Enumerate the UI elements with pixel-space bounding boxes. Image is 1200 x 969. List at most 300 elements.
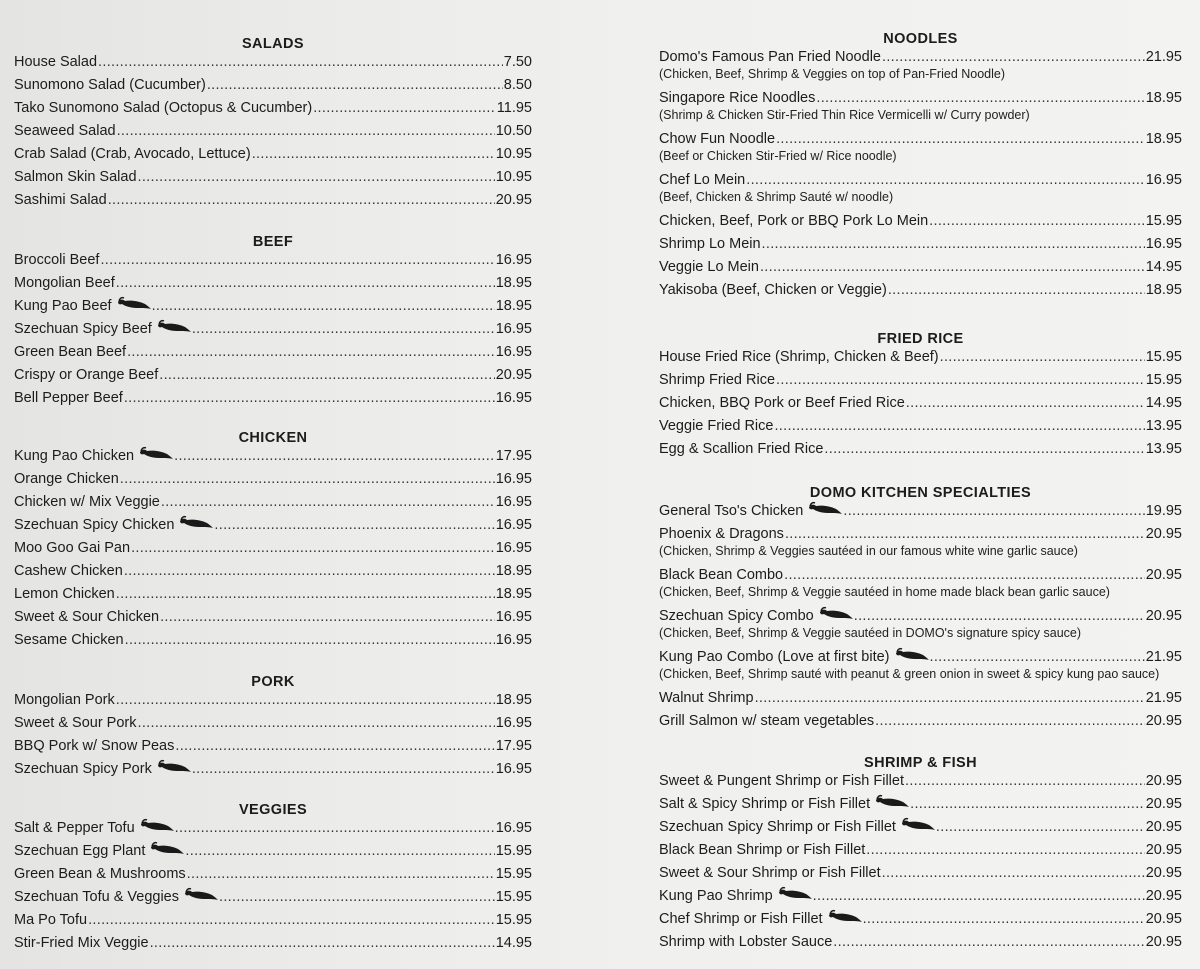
menu-item bbox=[659, 649, 1182, 682]
menu-item-row bbox=[14, 912, 532, 928]
item-price: 19.95 bbox=[1145, 503, 1182, 519]
item-name: Szechuan Spicy Combo bbox=[659, 608, 814, 624]
menu-item bbox=[14, 517, 532, 533]
item-price: 18.95 bbox=[495, 692, 532, 708]
menu-item bbox=[14, 169, 532, 185]
menu-item-row bbox=[14, 146, 532, 162]
dot-leader bbox=[219, 889, 495, 905]
menu-item-row bbox=[14, 609, 532, 625]
dot-leader bbox=[187, 866, 495, 882]
item-price: 20.95 bbox=[1145, 934, 1182, 950]
section-title: PORK bbox=[251, 674, 295, 690]
item-price: 20.95 bbox=[1145, 608, 1182, 624]
menu-item-row bbox=[659, 608, 1182, 624]
chili-pepper-icon bbox=[808, 501, 842, 519]
item-price: 13.95 bbox=[1145, 441, 1182, 457]
chili-pepper-icon bbox=[157, 319, 191, 337]
dot-leader bbox=[784, 567, 1145, 583]
item-name: Salt & Pepper Tofu bbox=[14, 820, 135, 836]
item-price: 20.95 bbox=[495, 367, 532, 383]
menu-item bbox=[14, 298, 532, 314]
menu-item-row bbox=[14, 100, 532, 116]
menu-item-row bbox=[14, 935, 532, 951]
menu-item-row bbox=[14, 586, 532, 602]
menu-item-row bbox=[659, 503, 1182, 519]
chili-pepper-icon bbox=[150, 841, 184, 859]
item-name: Szechuan Spicy Pork bbox=[14, 761, 152, 777]
dot-leader bbox=[116, 692, 495, 708]
dot-leader bbox=[888, 282, 1145, 298]
menu-section-domo-kitchen-specialties bbox=[659, 483, 1182, 729]
item-price: 20.95 bbox=[495, 192, 532, 208]
menu-item bbox=[659, 172, 1182, 205]
item-description: (Chicken, Beef, Shrimp sauté with peanut & green onion in sweet & spicy kung pao sauce) bbox=[659, 667, 1160, 681]
dot-leader bbox=[813, 888, 1145, 904]
menu-item-row bbox=[659, 441, 1182, 457]
menu-item-row bbox=[14, 169, 532, 185]
item-price: 16.95 bbox=[495, 632, 532, 648]
item-name: Chicken w/ Mix Veggie bbox=[14, 494, 160, 510]
item-name: Szechuan Spicy Shrimp or Fish Fillet bbox=[659, 819, 896, 835]
dot-leader bbox=[152, 298, 495, 314]
item-price: 16.95 bbox=[495, 540, 532, 556]
dot-leader bbox=[776, 372, 1145, 388]
item-name: Grill Salmon w/ steam vegetables bbox=[659, 713, 875, 729]
menu-item-row bbox=[14, 390, 532, 406]
dot-leader bbox=[214, 517, 494, 533]
item-name: Sesame Chicken bbox=[14, 632, 124, 648]
item-name: Chow Fun Noodle bbox=[659, 131, 776, 147]
dot-leader bbox=[854, 608, 1145, 624]
item-price: 17.95 bbox=[495, 738, 532, 754]
chili-pepper-icon bbox=[139, 446, 173, 464]
menu-item bbox=[659, 567, 1182, 600]
item-price: 20.95 bbox=[1145, 865, 1182, 881]
menu-item-row bbox=[659, 911, 1182, 927]
item-price: 10.95 bbox=[495, 169, 532, 185]
item-name: Szechuan Spicy Beef bbox=[14, 321, 152, 337]
dot-leader bbox=[185, 843, 494, 859]
menu-item bbox=[14, 146, 532, 162]
menu-item-row bbox=[659, 796, 1182, 812]
menu-item-row bbox=[14, 252, 532, 268]
menu-item-row bbox=[659, 349, 1182, 365]
item-description: (Beef, Chicken & Shrimp Sauté w/ noodle) bbox=[659, 190, 894, 204]
item-name: Shrimp Lo Mein bbox=[659, 236, 761, 252]
item-price: 21.95 bbox=[1145, 649, 1182, 665]
dot-leader bbox=[313, 100, 496, 116]
item-name: Shrimp with Lobster Sauce bbox=[659, 934, 833, 950]
item-name: Black Bean Shrimp or Fish Fillet bbox=[659, 842, 866, 858]
menu-item bbox=[14, 935, 532, 951]
menu-item-row bbox=[659, 649, 1182, 665]
item-price: 16.95 bbox=[495, 715, 532, 731]
item-price: 20.95 bbox=[1145, 911, 1182, 927]
dot-leader bbox=[746, 172, 1144, 188]
item-price: 8.50 bbox=[503, 77, 532, 93]
item-name: Veggie Fried Rice bbox=[659, 418, 774, 434]
menu-section-pork bbox=[14, 672, 532, 777]
item-price: 18.95 bbox=[495, 298, 532, 314]
dot-leader bbox=[882, 865, 1145, 881]
menu-item-row bbox=[659, 773, 1182, 789]
item-name: Crispy or Orange Beef bbox=[14, 367, 159, 383]
menu-item bbox=[659, 259, 1182, 275]
item-name: Yakisoba (Beef, Chicken or Veggie) bbox=[659, 282, 887, 298]
menu-item bbox=[659, 282, 1182, 298]
item-name: Sweet & Sour Chicken bbox=[14, 609, 160, 625]
item-price: 15.95 bbox=[1145, 349, 1182, 365]
item-name: Chef Lo Mein bbox=[659, 172, 746, 188]
menu-item bbox=[14, 390, 532, 406]
menu-item-row bbox=[14, 298, 532, 314]
item-price: 20.95 bbox=[1145, 773, 1182, 789]
item-price: 20.95 bbox=[1145, 888, 1182, 904]
dot-leader bbox=[207, 77, 503, 93]
menu-item bbox=[14, 54, 532, 70]
dot-leader bbox=[98, 54, 503, 70]
section-title: BEEF bbox=[252, 234, 294, 250]
dot-leader bbox=[175, 820, 495, 836]
dot-leader bbox=[905, 773, 1145, 789]
dot-leader bbox=[762, 236, 1145, 252]
item-name: Salt & Spicy Shrimp or Fish Fillet bbox=[659, 796, 871, 812]
dot-leader bbox=[125, 632, 495, 648]
menu-item bbox=[659, 888, 1182, 904]
item-price: 14.95 bbox=[495, 935, 532, 951]
item-description: (Shrimp & Chicken Stir-Fried Thin Rice Vermicelli w/ Curry powder) bbox=[659, 108, 1030, 122]
menu-item-row bbox=[659, 842, 1182, 858]
item-description: (Beef or Chicken Stir-Fried w/ Rice noodle) bbox=[659, 149, 897, 163]
menu-item-row bbox=[14, 738, 532, 754]
item-name: BBQ Pork w/ Snow Peas bbox=[14, 738, 175, 754]
item-price: 16.95 bbox=[495, 471, 532, 487]
item-price: 16.95 bbox=[495, 390, 532, 406]
dot-leader bbox=[100, 252, 494, 268]
menu-item bbox=[659, 819, 1182, 835]
item-price: 16.95 bbox=[495, 517, 532, 533]
menu-item bbox=[659, 395, 1182, 411]
item-name: Broccoli Beef bbox=[14, 252, 100, 268]
menu-item-row bbox=[14, 494, 532, 510]
dot-leader bbox=[88, 912, 495, 928]
item-price: 14.95 bbox=[1145, 395, 1182, 411]
item-name: Sweet & Sour Pork bbox=[14, 715, 137, 731]
dot-leader bbox=[843, 503, 1144, 519]
item-price: 20.95 bbox=[1145, 819, 1182, 835]
menu-item bbox=[14, 738, 532, 754]
menu-item-row bbox=[659, 236, 1182, 252]
dot-leader bbox=[785, 526, 1145, 542]
section-title: SHRIMP & FISH bbox=[864, 755, 977, 771]
dot-leader bbox=[776, 131, 1145, 147]
item-name: Tako Sunomono Salad (Octopus & Cucumber) bbox=[14, 100, 313, 116]
dot-leader bbox=[882, 49, 1145, 65]
item-price: 10.50 bbox=[495, 123, 532, 139]
menu-item-row bbox=[659, 395, 1182, 411]
dot-leader bbox=[863, 911, 1145, 927]
item-name: Ma Po Tofu bbox=[14, 912, 88, 928]
dot-leader bbox=[108, 192, 495, 208]
menu-item bbox=[659, 713, 1182, 729]
menu-item bbox=[14, 471, 532, 487]
menu-item bbox=[659, 773, 1182, 789]
menu-item-row bbox=[14, 321, 532, 337]
item-description: (Chicken, Beef, Shrimp & Veggies on top of Pan-Fried Noodle) bbox=[659, 67, 1006, 81]
item-name: Walnut Shrimp bbox=[659, 690, 754, 706]
menu-item bbox=[659, 441, 1182, 457]
menu-item bbox=[659, 90, 1182, 123]
chili-pepper-icon bbox=[179, 515, 213, 533]
menu-item-row bbox=[14, 540, 532, 556]
menu-item bbox=[14, 77, 532, 93]
menu-item bbox=[659, 213, 1182, 229]
menu-item-row bbox=[659, 934, 1182, 950]
menu-item bbox=[14, 843, 532, 859]
dot-leader bbox=[117, 123, 495, 139]
item-name: General Tso's Chicken bbox=[659, 503, 804, 519]
menu-item bbox=[14, 866, 532, 882]
menu-item-row bbox=[14, 692, 532, 708]
menu-item-row bbox=[659, 819, 1182, 835]
menu-item bbox=[14, 100, 532, 116]
dot-leader bbox=[816, 90, 1144, 106]
menu-item bbox=[14, 632, 532, 648]
menu-item-row bbox=[659, 259, 1182, 275]
item-name: Green Bean Beef bbox=[14, 344, 127, 360]
dot-leader bbox=[824, 441, 1144, 457]
item-name: Kung Pao Shrimp bbox=[659, 888, 773, 904]
item-price: 15.95 bbox=[495, 912, 532, 928]
menu-item bbox=[14, 275, 532, 291]
menu-section-chicken bbox=[14, 428, 532, 648]
item-price: 16.95 bbox=[1145, 236, 1182, 252]
menu-item-row bbox=[659, 865, 1182, 881]
item-description: (Chicken, Shrimp & Veggies sautéed in our famous white wine garlic sauce) bbox=[659, 544, 1078, 558]
menu-item-row bbox=[659, 213, 1182, 229]
item-name: Chicken, Beef, Pork or BBQ Pork Lo Mein bbox=[659, 213, 929, 229]
chili-pepper-icon bbox=[828, 909, 862, 927]
chili-pepper-icon bbox=[117, 296, 151, 314]
menu-item bbox=[659, 131, 1182, 164]
item-price: 13.95 bbox=[1145, 418, 1182, 434]
item-price: 20.95 bbox=[1145, 842, 1182, 858]
menu-item-row bbox=[659, 418, 1182, 434]
item-name: Moo Goo Gai Pan bbox=[14, 540, 131, 556]
item-price: 11.95 bbox=[496, 100, 532, 116]
section-title: NOODLES bbox=[883, 31, 958, 47]
menu-item-row bbox=[14, 77, 532, 93]
menu-item-row bbox=[14, 471, 532, 487]
item-name: Cashew Chicken bbox=[14, 563, 123, 579]
item-name: Kung Pao Beef bbox=[14, 298, 112, 314]
menu-item-row bbox=[14, 275, 532, 291]
section-title: SALADS bbox=[241, 36, 304, 52]
item-name: Sunomono Salad (Cucumber) bbox=[14, 77, 206, 93]
menu-item bbox=[14, 609, 532, 625]
item-price: 16.95 bbox=[495, 344, 532, 360]
item-price: 16.95 bbox=[495, 820, 532, 836]
dot-leader bbox=[120, 471, 495, 487]
chili-pepper-icon bbox=[778, 886, 812, 904]
item-name: Kung Pao Combo (Love at first bite) bbox=[659, 649, 890, 665]
item-name: Crab Salad (Crab, Avocado, Lettuce) bbox=[14, 146, 251, 162]
menu-item bbox=[14, 889, 532, 905]
menu-item bbox=[14, 123, 532, 139]
menu-item-row bbox=[14, 843, 532, 859]
item-price: 18.95 bbox=[495, 275, 532, 291]
dot-leader bbox=[929, 213, 1145, 229]
menu-item-row bbox=[659, 888, 1182, 904]
menu-item bbox=[14, 563, 532, 579]
menu-item bbox=[659, 526, 1182, 559]
item-name: Szechuan Tofu & Veggies bbox=[14, 889, 179, 905]
item-price: 7.50 bbox=[503, 54, 532, 70]
item-price: 14.95 bbox=[1145, 259, 1182, 275]
menu-item-row bbox=[14, 563, 532, 579]
item-name: Egg & Scallion Fried Rice bbox=[659, 441, 824, 457]
dot-leader bbox=[252, 146, 495, 162]
item-price: 20.95 bbox=[1145, 526, 1182, 542]
menu-item bbox=[14, 252, 532, 268]
dot-leader bbox=[138, 715, 495, 731]
item-name: House Fried Rice (Shrimp, Chicken & Beef) bbox=[659, 349, 939, 365]
section-title: CHICKEN bbox=[238, 430, 308, 446]
menu-section-beef bbox=[14, 232, 532, 406]
menu-item bbox=[14, 912, 532, 928]
menu-item bbox=[14, 692, 532, 708]
chili-pepper-icon bbox=[895, 647, 929, 665]
menu-item-row bbox=[14, 517, 532, 533]
menu-item bbox=[659, 690, 1182, 706]
item-price: 15.95 bbox=[1145, 372, 1182, 388]
dot-leader bbox=[906, 395, 1145, 411]
item-name: Kung Pao Chicken bbox=[14, 448, 135, 464]
item-price: 16.95 bbox=[1145, 172, 1182, 188]
item-price: 20.95 bbox=[1145, 713, 1182, 729]
dot-leader bbox=[124, 390, 495, 406]
item-name: Singapore Rice Noodles bbox=[659, 90, 816, 106]
dot-leader bbox=[192, 321, 495, 337]
item-name: Shrimp Fried Rice bbox=[659, 372, 776, 388]
item-price: 17.95 bbox=[495, 448, 532, 464]
dot-leader bbox=[755, 690, 1145, 706]
menu-item bbox=[659, 842, 1182, 858]
menu-item-row bbox=[14, 889, 532, 905]
menu-item-row bbox=[659, 690, 1182, 706]
menu-item-row bbox=[14, 192, 532, 208]
dot-leader bbox=[760, 259, 1145, 275]
item-name: Lemon Chicken bbox=[14, 586, 115, 602]
dot-leader bbox=[175, 738, 494, 754]
dot-leader bbox=[161, 494, 495, 510]
item-price: 21.95 bbox=[1145, 690, 1182, 706]
menu-section-salads bbox=[14, 34, 532, 208]
item-price: 18.95 bbox=[495, 563, 532, 579]
item-description: (Chicken, Beef, Shrimp & Veggie sautéed in DOMO's signature spicy sauce) bbox=[659, 626, 1082, 640]
menu-item-row bbox=[14, 866, 532, 882]
menu-item bbox=[659, 372, 1182, 388]
dot-leader bbox=[116, 275, 495, 291]
menu-item bbox=[14, 321, 532, 337]
item-price: 15.95 bbox=[495, 843, 532, 859]
menu-item bbox=[659, 796, 1182, 812]
dot-leader bbox=[124, 563, 495, 579]
item-name: Veggie Lo Mein bbox=[659, 259, 759, 275]
menu-item-row bbox=[14, 761, 532, 777]
dot-leader bbox=[936, 819, 1145, 835]
menu-item-row bbox=[659, 131, 1182, 147]
menu-item-row bbox=[14, 820, 532, 836]
menu-item bbox=[14, 715, 532, 731]
dot-leader bbox=[150, 935, 495, 951]
menu-item-row bbox=[14, 344, 532, 360]
item-name: Bell Pepper Beef bbox=[14, 390, 123, 406]
chili-pepper-icon bbox=[819, 606, 853, 624]
menu-item bbox=[14, 192, 532, 208]
dot-leader bbox=[159, 367, 494, 383]
chili-pepper-icon bbox=[901, 817, 935, 835]
dot-leader bbox=[192, 761, 495, 777]
menu-item-row bbox=[14, 715, 532, 731]
dot-leader bbox=[875, 713, 1145, 729]
menu-item bbox=[14, 761, 532, 777]
menu-item-row bbox=[659, 713, 1182, 729]
item-price: 15.95 bbox=[495, 866, 532, 882]
item-name: Sweet & Sour Shrimp or Fish Fillet bbox=[659, 865, 881, 881]
item-name: Mongolian Beef bbox=[14, 275, 115, 291]
item-price: 16.95 bbox=[495, 321, 532, 337]
menu-item-row bbox=[659, 172, 1182, 188]
menu-item-row bbox=[14, 448, 532, 464]
menu-item-row bbox=[659, 526, 1182, 542]
menu-item bbox=[659, 49, 1182, 82]
menu-item-row bbox=[14, 367, 532, 383]
menu-item-row bbox=[14, 54, 532, 70]
dot-leader bbox=[160, 609, 495, 625]
item-name: Salmon Skin Salad bbox=[14, 169, 137, 185]
item-name: Domo's Famous Pan Fried Noodle bbox=[659, 49, 881, 65]
item-price: 10.95 bbox=[495, 146, 532, 162]
menu-item bbox=[659, 349, 1182, 365]
menu-item bbox=[14, 494, 532, 510]
item-price: 18.95 bbox=[1145, 131, 1182, 147]
menu-item bbox=[659, 418, 1182, 434]
menu-item bbox=[14, 820, 532, 836]
menu-item bbox=[14, 540, 532, 556]
menu-item-row bbox=[659, 567, 1182, 583]
dot-leader bbox=[131, 540, 495, 556]
item-name: Stir-Fried Mix Veggie bbox=[14, 935, 149, 951]
menu-item bbox=[14, 344, 532, 360]
chili-pepper-icon bbox=[184, 887, 218, 905]
dot-leader bbox=[127, 344, 495, 360]
item-name: Szechuan Spicy Chicken bbox=[14, 517, 175, 533]
dot-leader bbox=[174, 448, 495, 464]
item-name: Phoenix & Dragons bbox=[659, 526, 784, 542]
menu-section-noodles bbox=[659, 29, 1182, 298]
menu-item-row bbox=[659, 49, 1182, 65]
item-price: 16.95 bbox=[495, 761, 532, 777]
item-name: Green Bean & Mushrooms bbox=[14, 866, 186, 882]
menu-item bbox=[659, 236, 1182, 252]
menu-item-row bbox=[659, 90, 1182, 106]
item-price: 20.95 bbox=[1145, 796, 1182, 812]
item-name: Sweet & Pungent Shrimp or Fish Fillet bbox=[659, 773, 904, 789]
menu-item-row bbox=[14, 632, 532, 648]
dot-leader bbox=[910, 796, 1145, 812]
dot-leader bbox=[930, 649, 1145, 665]
